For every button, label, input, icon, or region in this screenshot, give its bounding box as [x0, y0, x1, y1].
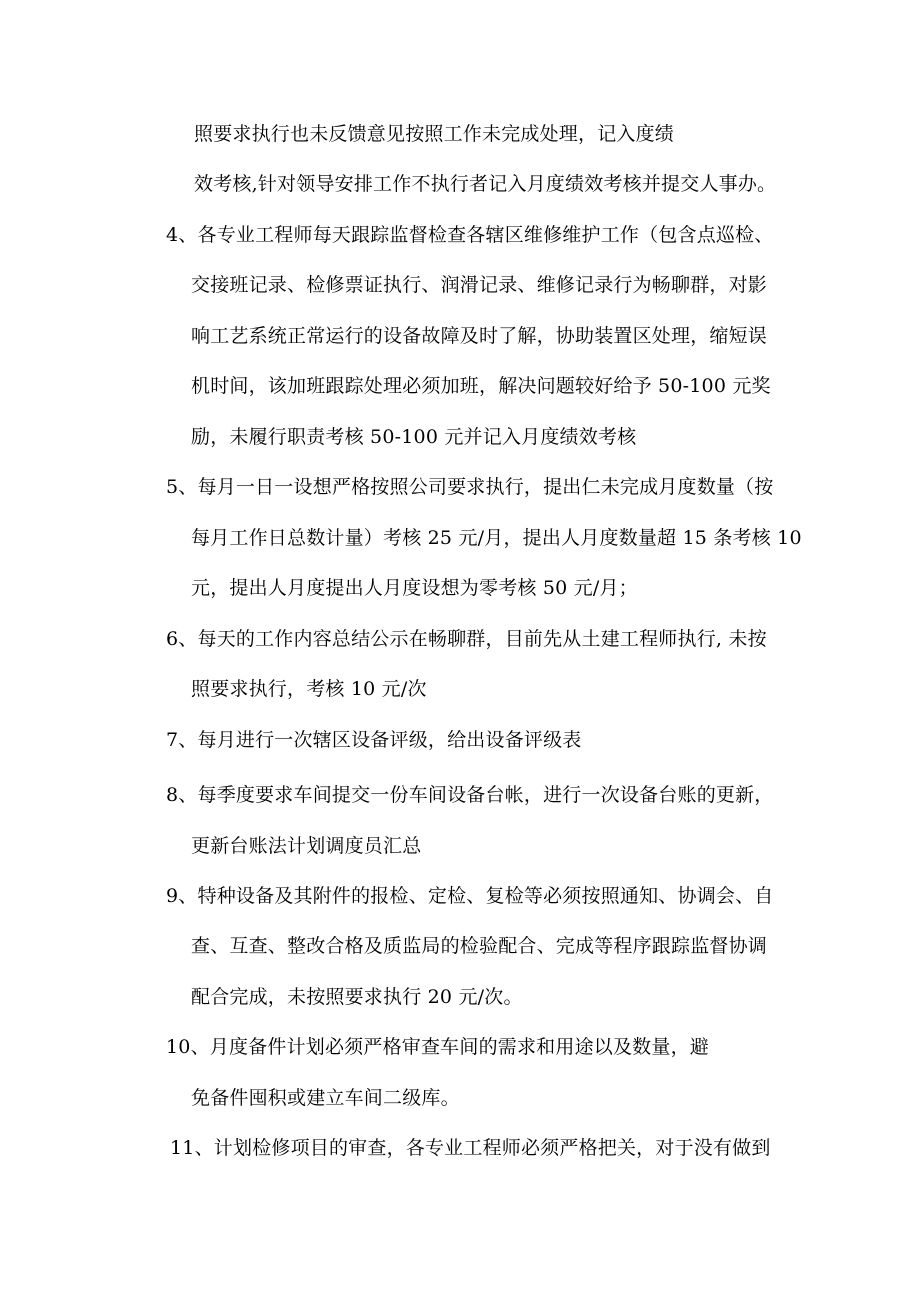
text-line-8: 5、每月一日一设想严格按照公司要求执行，提出仁未完成月度数量（按	[166, 476, 774, 498]
text-line-12: 照要求执行，考核 10 元/次	[191, 678, 427, 700]
text-line-20: 免备件囤积或建立车间二级库。	[191, 1087, 460, 1109]
text-line-18: 配合完成，未按照要求执行 20 元/次。	[191, 986, 523, 1008]
text-line-16: 9、特种设备及其附件的报检、定检、复检等必须按照通知、协调会、自	[166, 885, 774, 907]
text-line-21: 11、计划检修项目的审查，各专业工程师必须严格把关，对于没有做到	[170, 1137, 771, 1159]
text-line-13: 7、每月进行一次辖区设备评级，给出设备评级表	[166, 729, 582, 751]
text-line-1: 照要求执行也未反馈意见按照工作未完成处理，记入度绩	[194, 123, 675, 145]
text-line-2: 效考核,针对领导安排工作不执行者记入月度绩效考核并提交人事办。	[194, 173, 777, 195]
text-line-14: 8、每季度要求车间提交一份车间设备台帐，进行一次设备台账的更新，	[166, 784, 774, 806]
text-line-9: 每月工作日总数计量）考核 25 元/月，提出人月度数量超 15 条考核 10	[191, 527, 802, 549]
text-line-6: 机时间，该加班跟踪处理必须加班，解决问题较好给予 50-100 元奖	[191, 375, 771, 397]
text-line-10: 元，提出人月度提出人月度设想为零考核 50 元/月；	[191, 577, 638, 599]
text-line-11: 6、每天的工作内容总结公示在畅聊群，目前先从土建工程师执行, 未按	[166, 628, 767, 650]
text-line-17: 查、互查、整改合格及质监局的检验配合、完成等程序跟踪监督协调	[191, 935, 768, 957]
text-line-4: 交接班记录、检修票证执行、润滑记录、维修记录行为畅聊群，对影	[191, 274, 768, 296]
text-line-7: 励，未履行职责考核 50-100 元并记入月度绩效考核	[191, 426, 637, 448]
text-line-5: 响工艺系统正常运行的设备故障及时了解，协助装置区处理，缩短误	[191, 325, 768, 347]
text-line-15: 更新台账法计划调度员汇总	[191, 835, 422, 857]
text-line-3: 4、各专业工程师每天跟踪监督检查各辖区维修维护工作（包含点巡检、	[166, 224, 774, 246]
text-line-19: 10、月度备件计划必须严格审查车间的需求和用途以及数量，避	[166, 1036, 709, 1058]
